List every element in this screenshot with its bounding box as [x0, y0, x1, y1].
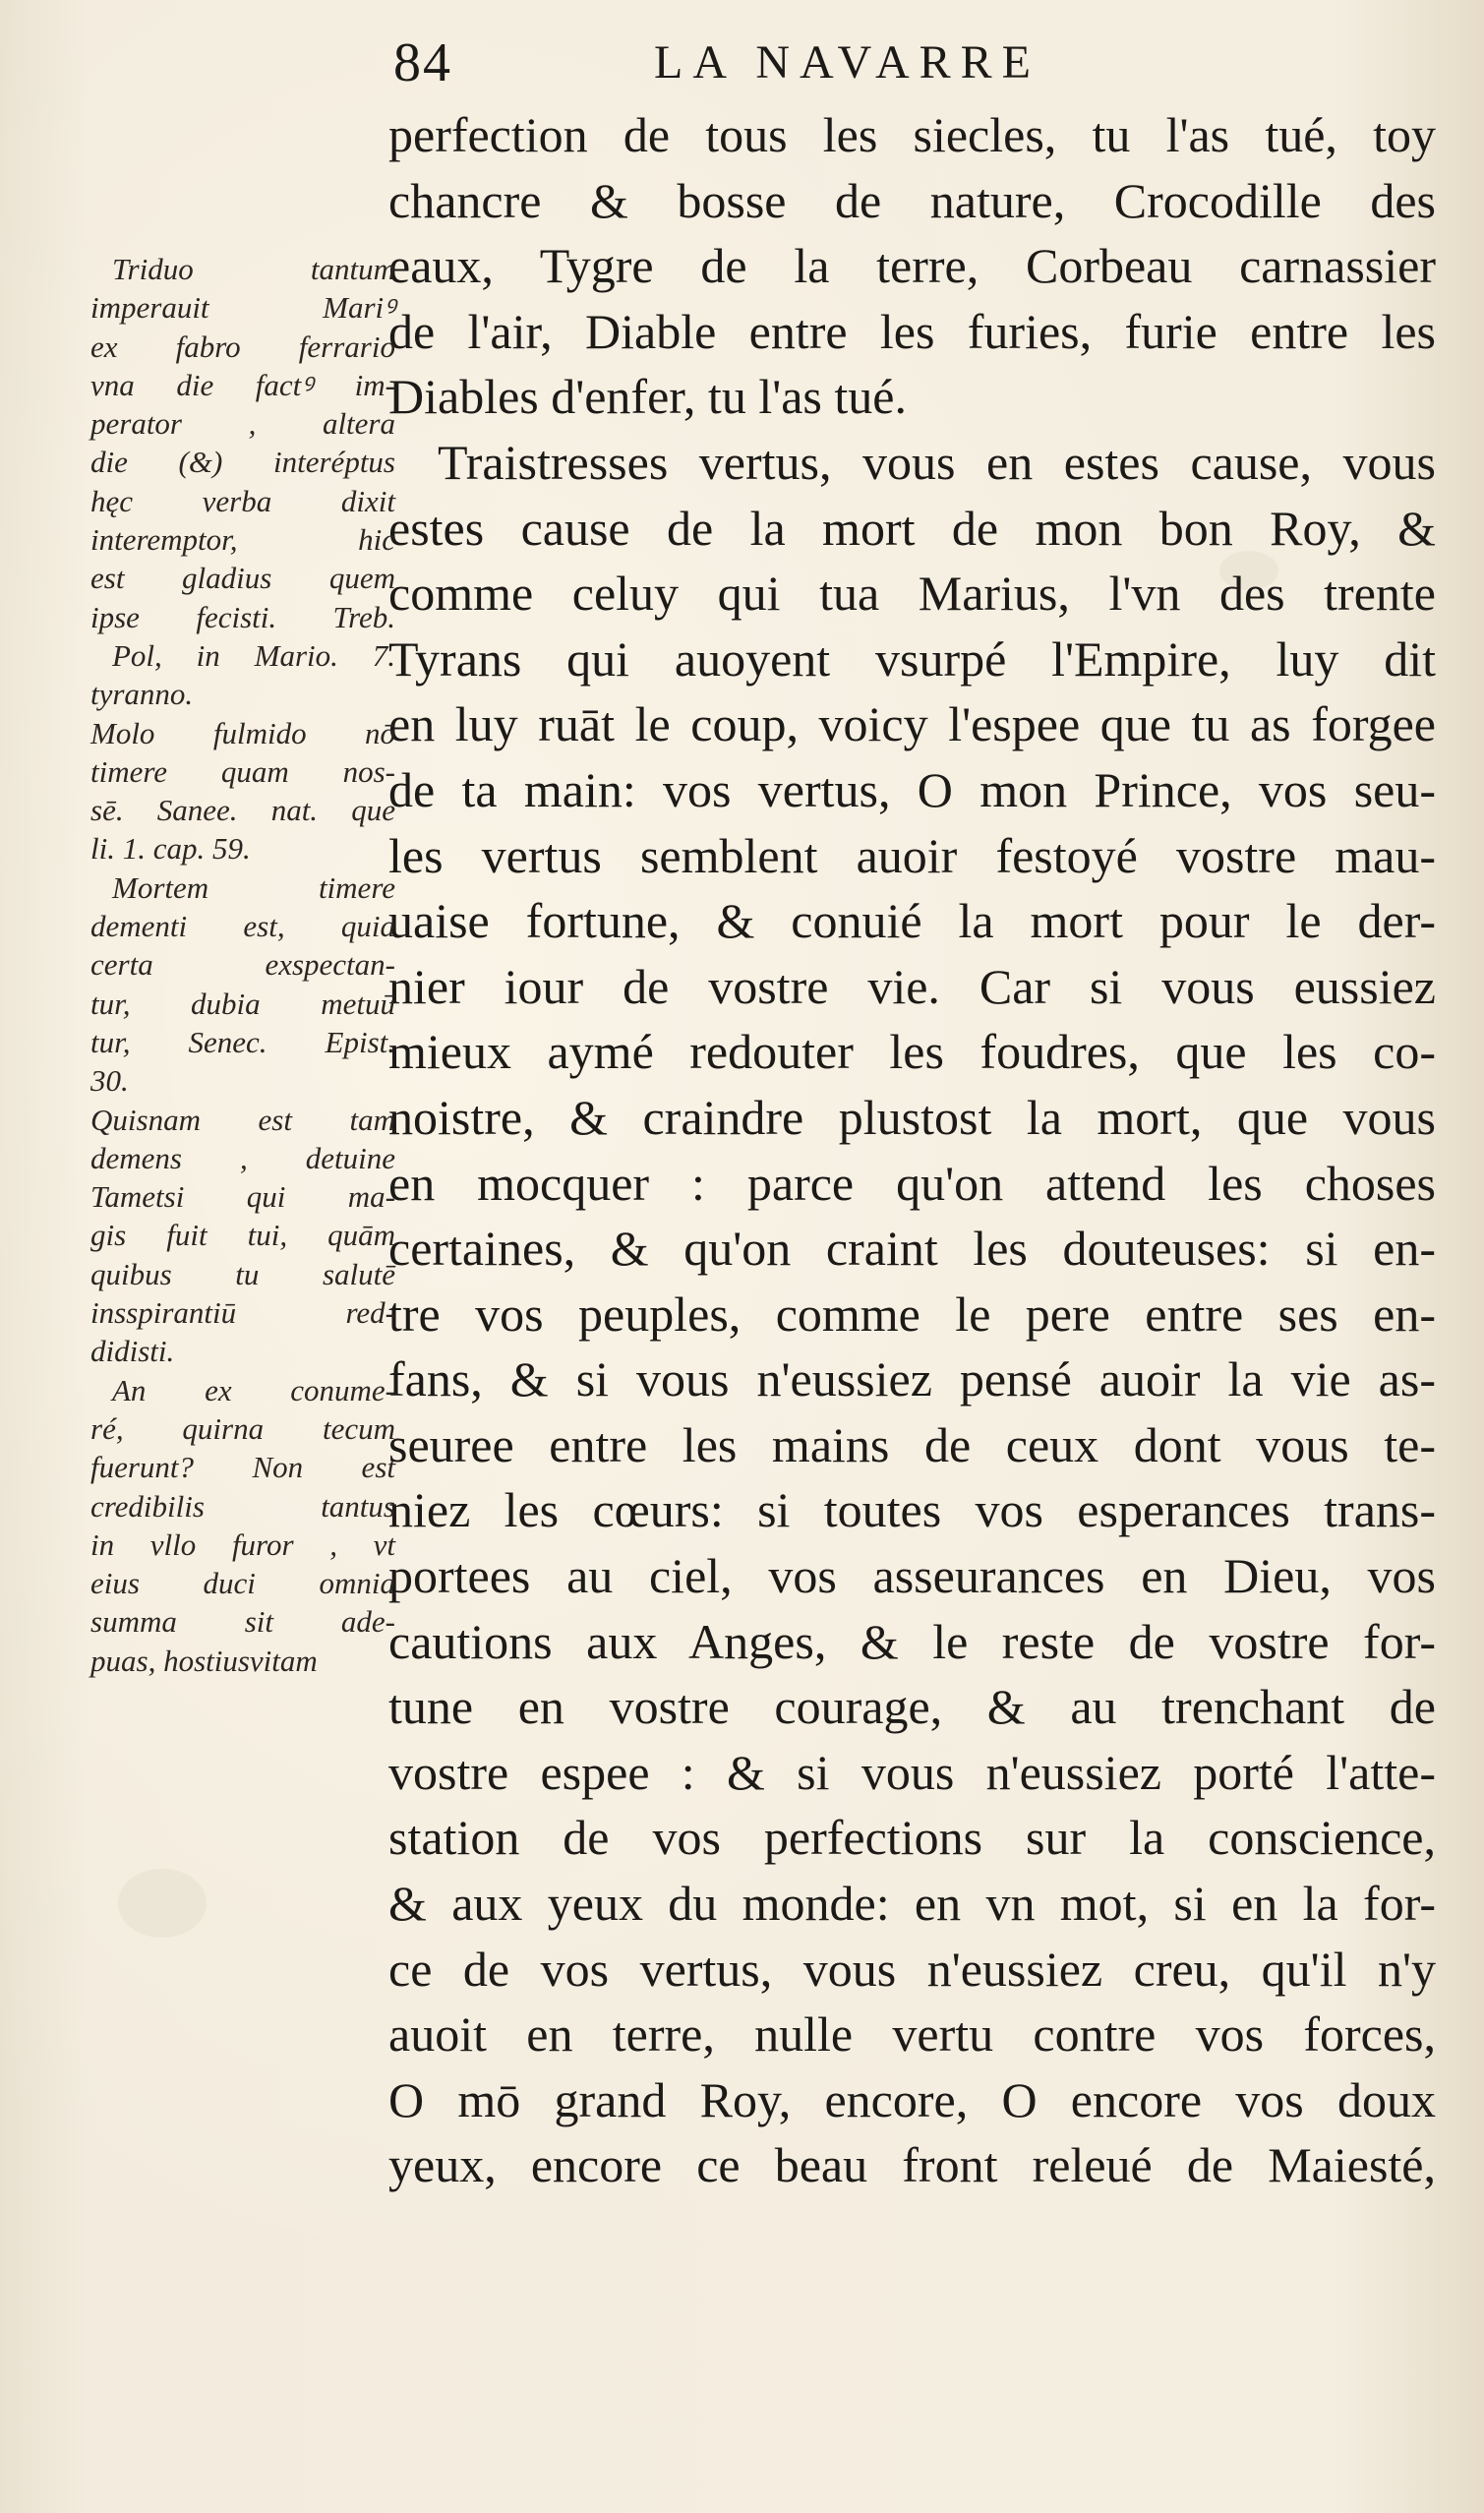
margin-note-line: interemptor, hic	[90, 522, 395, 558]
text-line: seuree entre les mains de ceux dont vous te-	[388, 1416, 1436, 1472]
text-line: fans, & si vous n'eussiez pensé auoir la vie as-	[388, 1351, 1436, 1407]
margin-note-line: li. 1. cap. 59.	[90, 831, 251, 867]
page-number: 84	[393, 32, 452, 93]
margin-note-line: timere quam nos-	[90, 753, 395, 789]
margin-note-line: sē. Sanee. nat. que	[90, 793, 395, 828]
margin-note-line: demens , detuine	[90, 1140, 395, 1175]
margin-note-line: Molo fulmido nō	[90, 715, 395, 750]
margin-note-line: didisti.	[90, 1334, 175, 1369]
margin-note-line: An ex conume-	[112, 1372, 395, 1407]
text-line: niez les cœurs: si toutes vos esperances trans-	[388, 1482, 1436, 1538]
margin-note-line: in vllo furor , vt	[90, 1526, 395, 1562]
margin-note-line: ipse fecisti. Treb.	[90, 599, 395, 634]
marginal-notes	[90, 250, 395, 1680]
text-line: ce de vos vertus, vous n'eussiez creu, qu'il n'y	[388, 1941, 1436, 1997]
text-line: eaux, Tygre de la terre, Corbeau carnassier	[388, 238, 1436, 294]
margin-note-line: tyranno.	[90, 677, 194, 712]
margin-note-line: dementi est, quia	[90, 909, 395, 944]
margin-note-line: Pol, in Mario. 7.	[112, 637, 395, 673]
running-title: LA NAVARRE	[654, 36, 1040, 89]
text-line: perfection de tous les siecles, tu l'as tué, toy	[388, 107, 1436, 162]
text-line: station de vos perfections sur la conscience,	[388, 1810, 1436, 1866]
text-line: yeux, encore ce beau front releué de Maiesté,	[388, 2137, 1436, 2193]
text-line: auoit en terre, nulle vertu contre vos forces,	[388, 2006, 1436, 2063]
text-line: Diables d'enfer, tu l'as tué.	[388, 369, 907, 425]
margin-note-line: credibilis tantus	[90, 1488, 395, 1524]
text-line: nier iour de vostre vie. Car si vous eussiez	[388, 958, 1436, 1014]
margin-note-line: tur, Senec. Epist.	[90, 1024, 395, 1059]
text-line: estes cause de la mort de mon bon Roy, &	[388, 500, 1436, 556]
text-line: certaines, & qu'on craint les douteuses: si en-	[388, 1221, 1436, 1277]
margin-note-line: Mortem timere	[112, 869, 395, 905]
margin-note-line: Quisnam est tam	[90, 1102, 395, 1137]
margin-note-line: insspirantiū red-	[90, 1295, 395, 1331]
text-line: mieux aymé redouter les foudres, que les co-	[388, 1024, 1436, 1080]
margin-note-line: ré, quirna tecum	[90, 1410, 395, 1446]
margin-note-line: tur, dubia metuū	[90, 986, 395, 1021]
text-line: vostre espee : & si vous n'eussiez porté l'atte-	[388, 1744, 1436, 1800]
margin-note-line: die (&) interéptus	[90, 445, 395, 480]
main-text-block	[388, 102, 1436, 2198]
margin-note-line: eius duci omnia	[90, 1566, 395, 1601]
text-line: uaise fortune, & conuié la mort pour le der-	[388, 893, 1436, 949]
margin-note-line: hęc verba dixit	[90, 483, 395, 518]
margin-note-line: quibus tu salutē	[90, 1256, 395, 1291]
margin-note-line: Tametsi qui ma-	[90, 1179, 395, 1215]
margin-note-line: summa sit ade-	[90, 1604, 395, 1640]
text-line: noistre, & craindre plustost la mort, que vous	[388, 1089, 1436, 1145]
text-line: les vertus semblent auoir festoyé vostre mau-	[388, 827, 1436, 883]
margin-note-line: ex fabro ferrario	[90, 329, 395, 364]
margin-note-line: vna die factꝰ im-	[90, 367, 395, 402]
margin-note-line: Triduo tantum	[112, 252, 395, 286]
text-line: tune en vostre courage, & au trenchant de	[388, 1679, 1436, 1735]
margin-note-line: est gladius quem	[90, 561, 395, 596]
margin-note-line: 30.	[90, 1063, 129, 1099]
margin-note-line: imperauit Mariꝰ	[90, 290, 395, 326]
text-line: en luy ruāt le coup, voicy l'espee que tu as forgee	[388, 696, 1436, 752]
margin-note-line: perator , altera	[90, 406, 395, 442]
running-head	[393, 31, 1436, 98]
text-line: Traistresses vertus, vous en estes cause, vous	[438, 434, 1436, 490]
text-line: & aux yeux du monde: en vn mot, si en la for-	[388, 1876, 1436, 1932]
text-line: de ta main: vos vertus, O mon Prince, vos seu-	[388, 761, 1436, 817]
text-line: en mocquer : parce qu'on attend les choses	[388, 1155, 1436, 1211]
text-line: comme celuy qui tua Marius, l'vn des trente	[388, 566, 1436, 622]
text-line: cautions aux Anges, & le reste de vostre for-	[388, 1613, 1436, 1669]
text-line: de l'air, Diable entre les furies, furie entre les	[388, 303, 1436, 359]
paper-stain	[118, 1869, 207, 1938]
margin-note-line: fuerunt? Non est	[90, 1450, 395, 1485]
text-line: O mō grand Roy, encore, O encore vos doux	[388, 2071, 1436, 2127]
margin-note-line: puas, hostiusvitam	[90, 1643, 318, 1678]
margin-note-line: certa exspectan-	[90, 947, 395, 983]
margin-note-line: gis fuit tui, quām	[90, 1218, 395, 1253]
text-line: portees au ciel, vos asseurances en Dieu, vos	[388, 1548, 1436, 1604]
text-line: tre vos peuples, comme le pere entre ses en-	[388, 1286, 1436, 1342]
text-line: chancre & bosse de nature, Crocodille des	[388, 172, 1436, 228]
text-line: Tyrans qui auoyent vsurpé l'Empire, luy dit	[388, 630, 1436, 687]
